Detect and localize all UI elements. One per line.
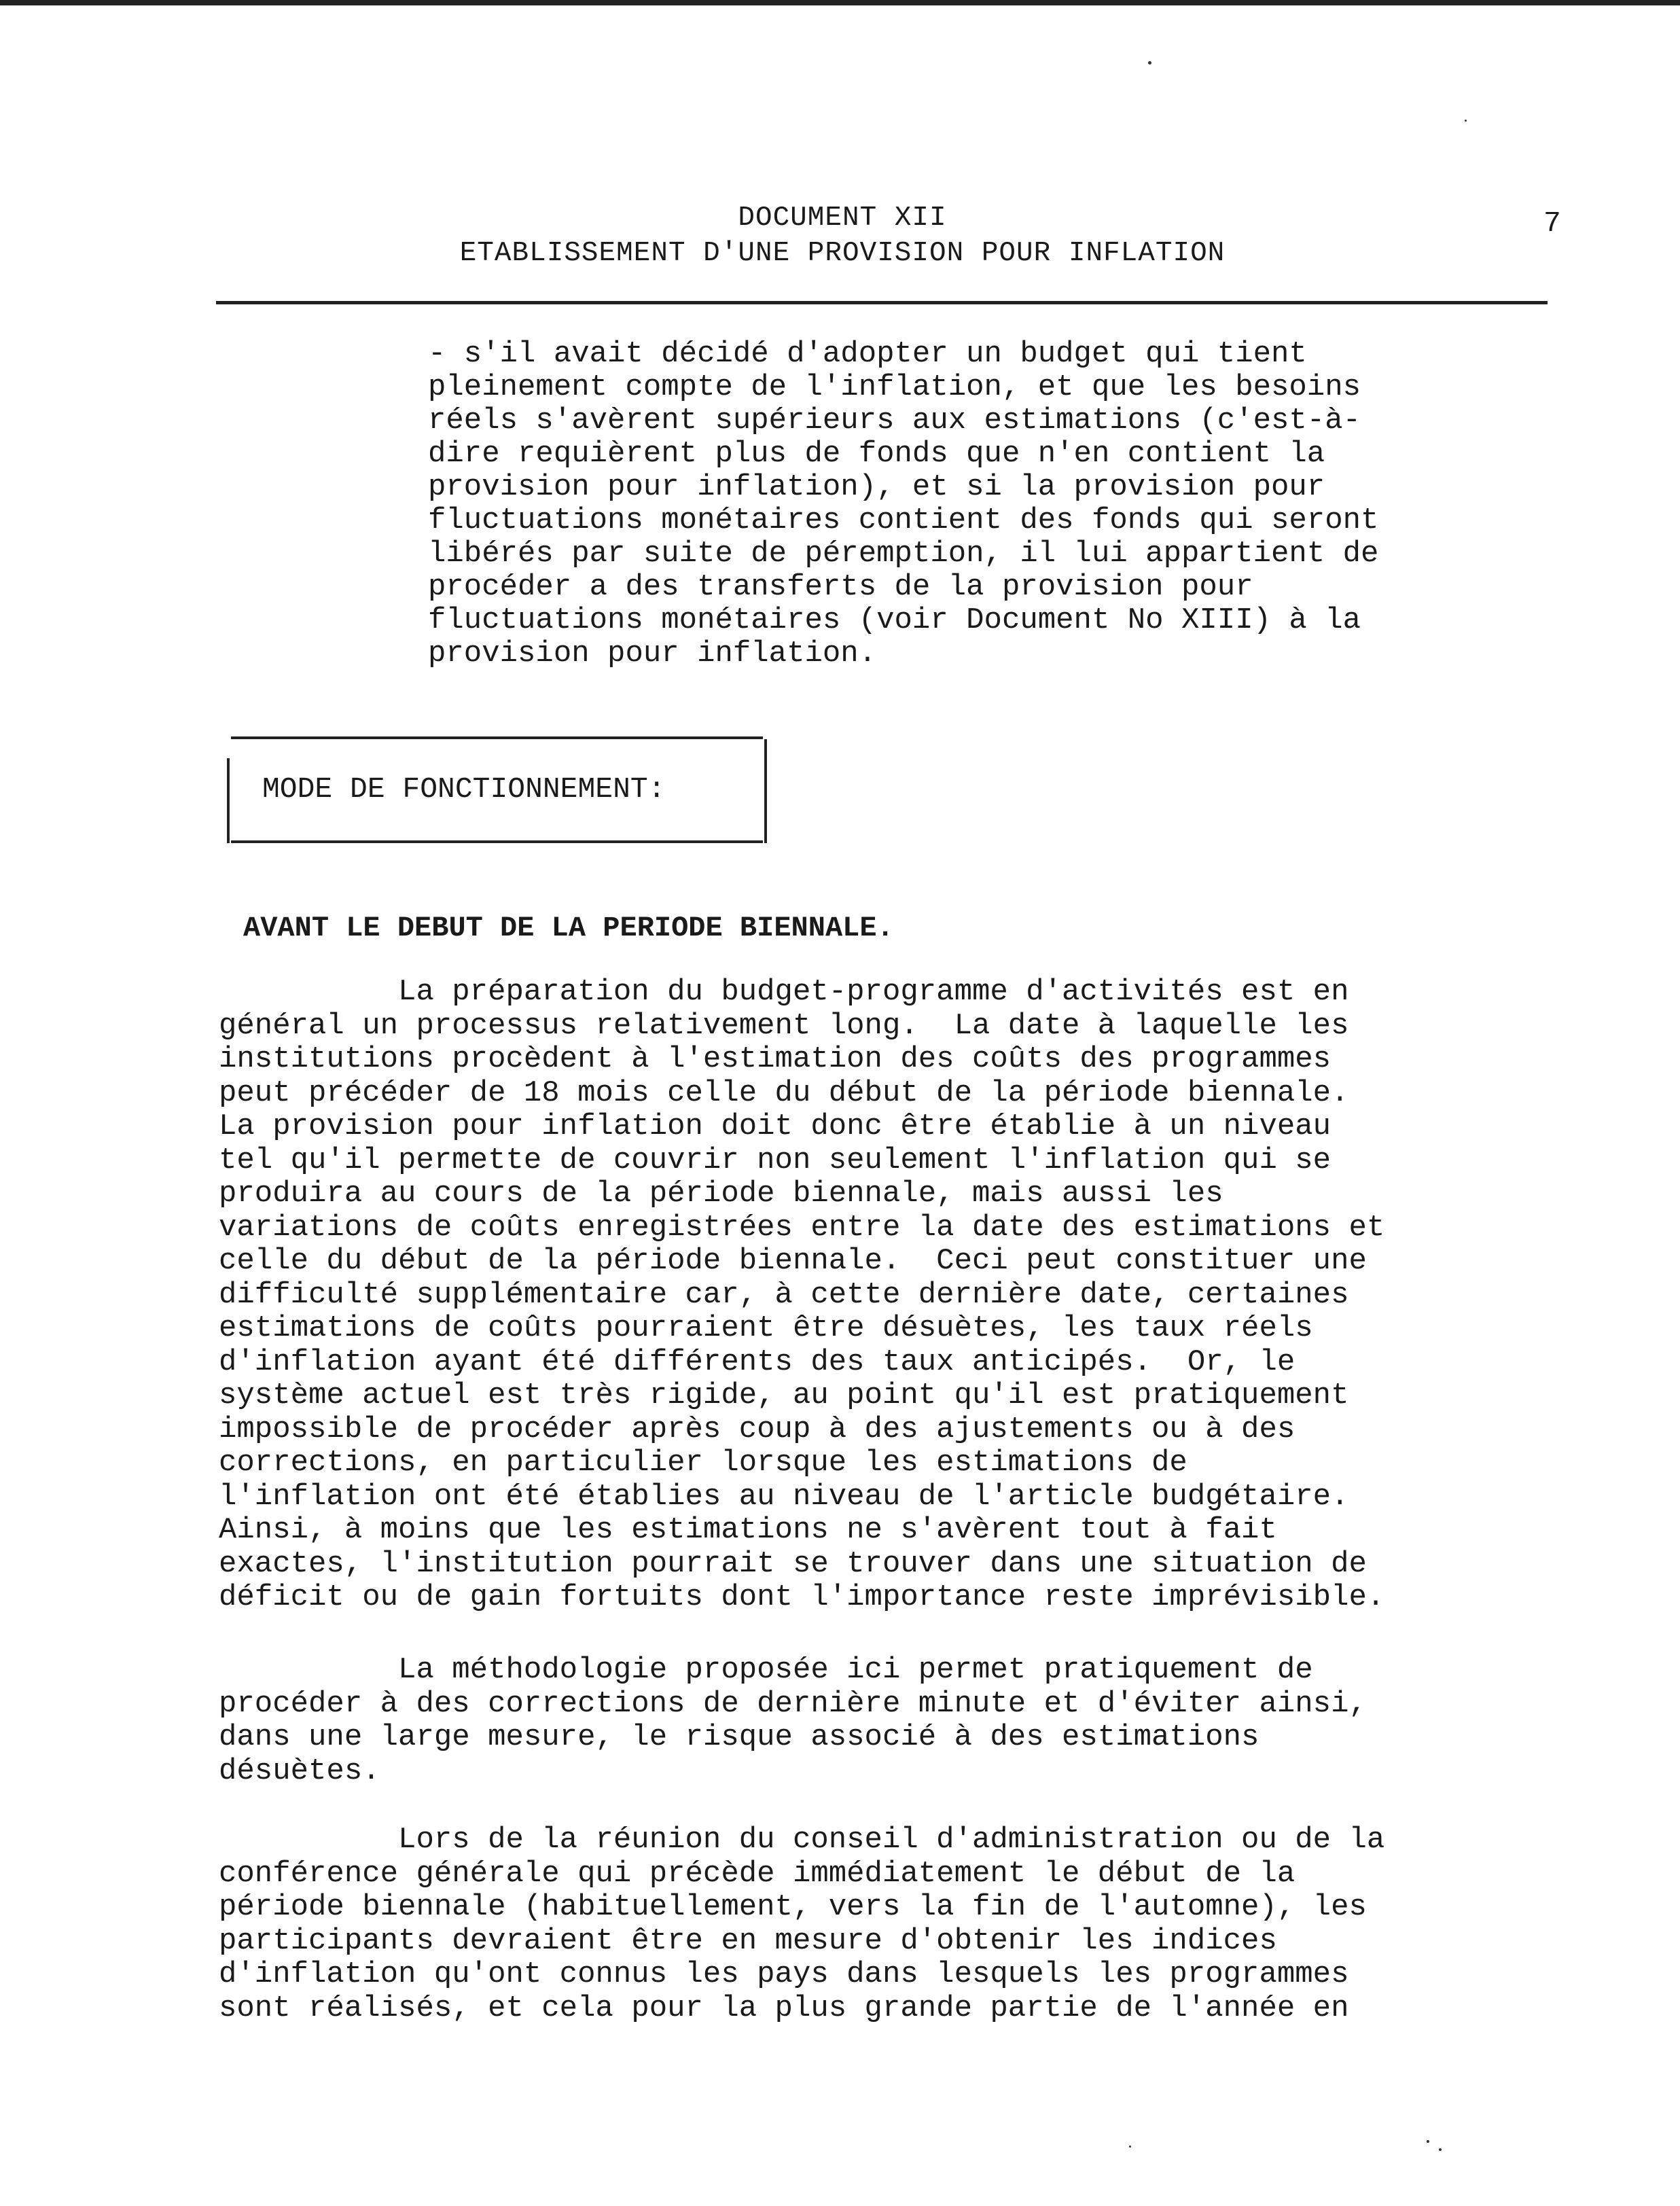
box-border-bottom bbox=[231, 840, 763, 843]
text-line: corrections, en particulier lorsque les estimations de bbox=[219, 1446, 1187, 1480]
box-border-right bbox=[764, 739, 767, 843]
text-line: estimations de coûts pourraient être désuètes, les taux réels bbox=[219, 1311, 1313, 1345]
text-line: La préparation du budget-programme d'activités est en bbox=[219, 975, 1349, 1009]
scan-speck bbox=[1439, 2148, 1442, 2151]
box-border-left bbox=[227, 758, 230, 843]
text-line: dans une large mesure, le risque associé à des estimations bbox=[219, 1720, 1259, 1754]
text-line: fluctuations monétaires contient des fonds qui seront bbox=[428, 503, 1379, 537]
paragraph-1 bbox=[219, 976, 1577, 1615]
indented-bullet-paragraph bbox=[428, 338, 1583, 671]
page-number: 7 bbox=[1543, 207, 1561, 240]
scan-speck bbox=[1427, 2140, 1429, 2143]
text-line: système actuel est très rigide, au point qu'il est pratiquement bbox=[219, 1378, 1349, 1412]
scan-top-edge bbox=[0, 0, 1680, 5]
paragraph-3 bbox=[219, 1823, 1577, 2025]
text-line: Ainsi, à moins que les estimations ne s'avèrent tout à fait bbox=[219, 1513, 1277, 1547]
text-line: variations de coûts enregistrées entre la date des estimations et bbox=[219, 1210, 1385, 1245]
text-line: d'inflation ayant été différents des taux anticipés. Or, le bbox=[219, 1345, 1295, 1379]
text-line: La méthodologie proposée ici permet pratiquement de bbox=[219, 1653, 1313, 1687]
text-line: tel qu'il permette de couvrir non seulement l'inflation qui se bbox=[219, 1143, 1332, 1177]
text-line: conférence générale qui précède immédiatement le début de la bbox=[219, 1856, 1295, 1891]
text-line: Lors de la réunion du conseil d'administration ou de la bbox=[219, 1823, 1385, 1857]
text-line: provision pour inflation. bbox=[428, 637, 877, 671]
scan-speck bbox=[1148, 61, 1151, 65]
text-line: peut précéder de 18 mois celle du début de la période biennale. bbox=[219, 1075, 1349, 1110]
text-line: exactes, l'institution pourrait se trouver dans une situation de bbox=[219, 1546, 1367, 1581]
box-border-top bbox=[231, 736, 763, 739]
text-line: déficit ou de gain fortuits dont l'importance reste imprévisible. bbox=[219, 1580, 1385, 1614]
text-line: d'inflation qu'ont connus les pays dans lesquels les programmes bbox=[219, 1957, 1349, 1991]
text-line: réels s'avèrent supérieurs aux estimations (c'est-à- bbox=[428, 404, 1361, 438]
header-rule bbox=[216, 301, 1548, 304]
document-subtitle: ETABLISSEMENT D'UNE PROVISION POUR INFLATION bbox=[459, 238, 1226, 269]
text-line: impossible de procéder après coup à des ajustements ou à des bbox=[219, 1412, 1295, 1446]
text-line: sont réalisés, et cela pour la plus grande partie de l'année en bbox=[219, 1991, 1349, 2025]
text-line: libérés par suite de péremption, il lui appartient de bbox=[428, 537, 1379, 571]
text-line: La provision pour inflation doit donc être établie à un niveau bbox=[219, 1109, 1332, 1143]
text-line: fluctuations monétaires (voir Document No XIII) à la bbox=[428, 603, 1361, 637]
text-line: institutions procèdent à l'estimation des coûts des programmes bbox=[219, 1042, 1332, 1076]
scan-speck bbox=[1465, 120, 1467, 122]
text-line: l'inflation ont été établies au niveau de l'article budgétaire. bbox=[219, 1479, 1349, 1514]
text-line: provision pour inflation), et si la provision pour bbox=[428, 470, 1325, 504]
text-line: période biennale (habituellement, vers la fin de l'automne), les bbox=[219, 1890, 1367, 1924]
text-line: dire requièrent plus de fonds que n'en contient la bbox=[428, 437, 1325, 471]
text-line: pleinement compte de l'inflation, et que les besoins bbox=[428, 370, 1361, 404]
paragraph-2 bbox=[219, 1654, 1577, 1788]
section-heading: AVANT LE DEBUT DE LA PERIODE BIENNALE. bbox=[243, 912, 894, 944]
document-title: DOCUMENT XII bbox=[738, 202, 947, 234]
text-line: difficulté supplémentaire car, à cette dernière date, certaines bbox=[219, 1277, 1349, 1312]
text-line: participants devraient être en mesure d'obtenir les indices bbox=[219, 1923, 1277, 1958]
text-line: - s'il avait décidé d'adopter un budget qui tient bbox=[428, 337, 1307, 371]
text-line: procéder à des corrections de dernière minute et d'éviter ainsi, bbox=[219, 1686, 1367, 1721]
text-line: général un processus relativement long. La date à laquelle les bbox=[219, 1008, 1349, 1043]
text-line: celle du début de la période biennale. Ceci peut constituer une bbox=[219, 1244, 1367, 1278]
text-line: produira au cours de la période biennale, mais aussi les bbox=[219, 1177, 1223, 1211]
scan-speck bbox=[1129, 2146, 1131, 2148]
text-line: procéder a des transferts de la provision pour bbox=[428, 570, 1253, 604]
boxed-heading-label: MODE DE FONCTIONNEMENT: bbox=[262, 772, 666, 806]
text-line: désuètes. bbox=[219, 1754, 380, 1788]
